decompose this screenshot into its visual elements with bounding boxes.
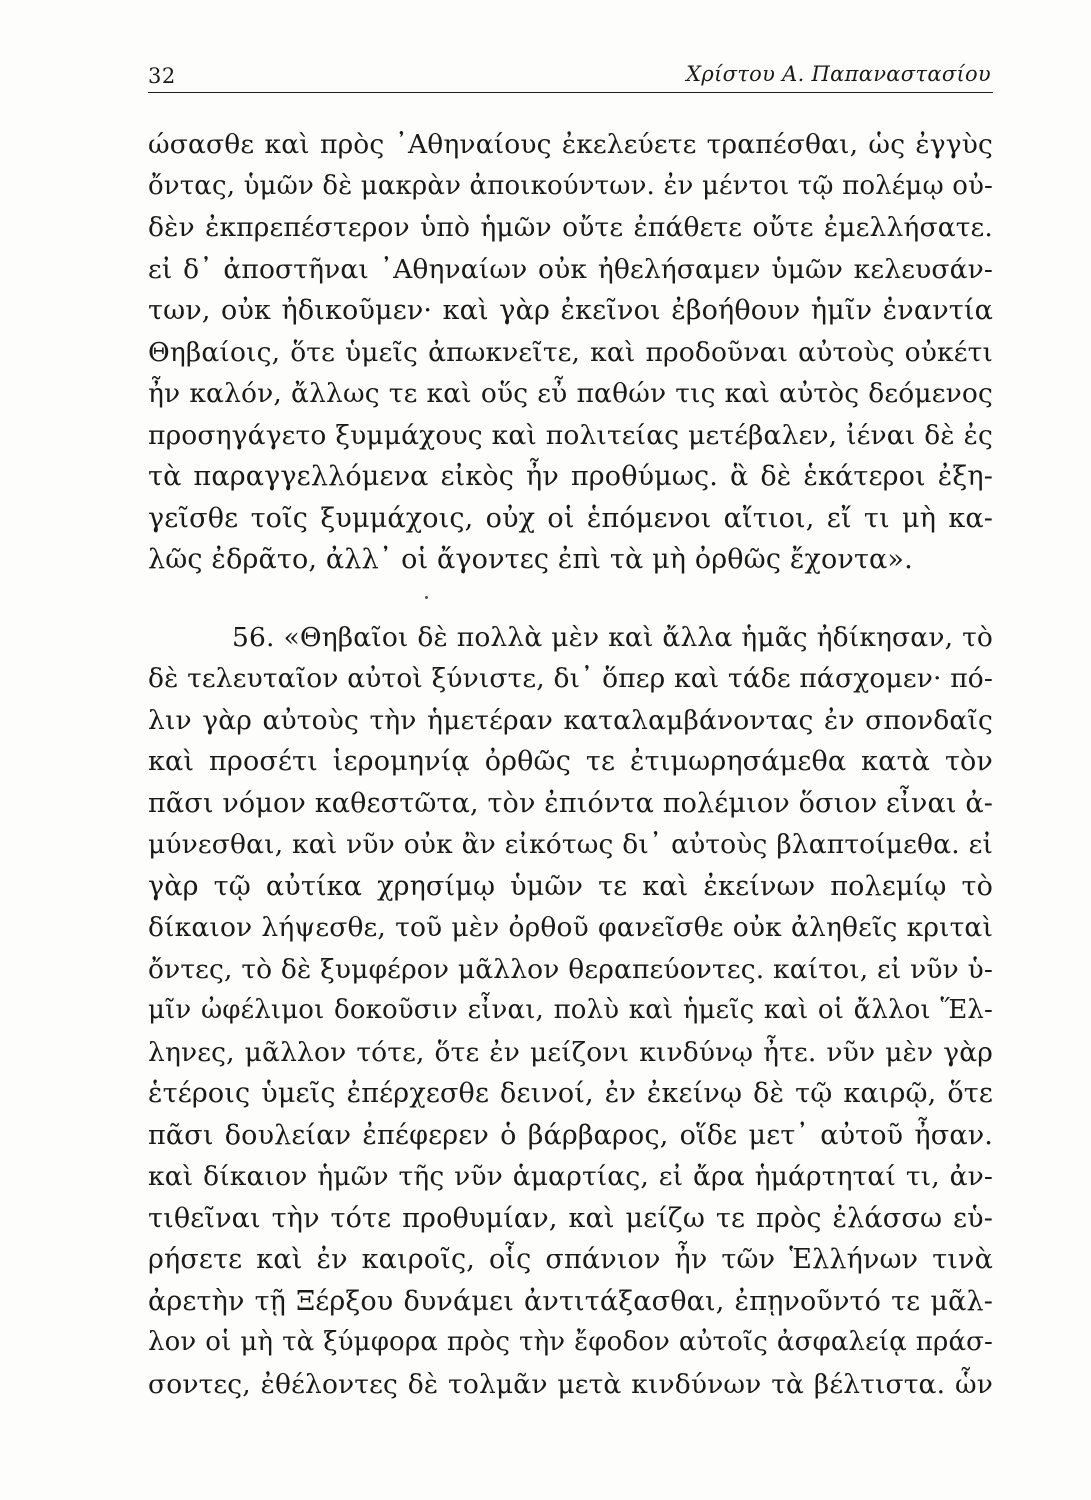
text-line: ὄντας, ὑμῶν δὲ μακρὰν ἀποικούντων. ἐν μέντοι τῷ πολέμῳ οὐ- [148,170,993,201]
text-line: ὄντες, τὸ δὲ ξυμφέρον μᾶλλον θεραπεύοντες. καίτοι, εἰ νῦν ὑ- [148,953,993,985]
text-line: ληνες, μᾶλλον τότε, ὅτε ἐν μείζονι κινδύνῳ ἦτε. νῦν μὲν γὰρ [148,1036,993,1068]
text-line: ἦν καλόν, ἄλλως τε καὶ οὕς εὖ παθών τις καὶ αὐτὸς δεόμενος [148,378,993,409]
text-line: των, οὐκ ἠδικοῦμεν· καὶ γὰρ ἐκεῖνοι ἐβοήθουν ἡμῖν ἐναντία [148,295,993,326]
text-line: τιθεῖναι τὴν τότε προθυμίαν, καὶ μείζω τε πρὸς ἐλάσσω εὑ- [148,1202,993,1234]
text-line: ἀρετὴν τῇ Ξέρξου δυνάμει ἀντιτάξασθαι, ἐπῃνοῦντό τε μᾶλ- [148,1285,993,1317]
text-line: ἑτέροις ὑμεῖς ἐπέρχεσθε δεινοί, ἐν ἐκείνῳ δὲ τῷ καιρῷ, ὅτε [148,1078,993,1109]
text-line: γεῖσθε τοῖς ξυμμάχοις, οὐχ οἱ ἑπόμενοι αἴτιοι, εἴ τι μὴ κα- [148,502,993,534]
text-line: γὰρ τῷ αὐτίκα χρησίμῳ ὑμῶν τε καὶ ἐκείνων πολεμίῳ τὸ [148,870,993,902]
text-line: λιν γὰρ αὐτοὺς τὴν ἡμετέραν καταλαμβάνοντας ἐν σπονδαῖς [148,704,993,736]
paragraph-gap [148,581,993,617]
text-line: λον οἱ μὴ τὰ ξύμφορα πρὸς τὴν ἔφοδον αὐτοῖς ἀσφαλείᾳ πράσ- [148,1327,993,1357]
text-line: πᾶσι δουλείαν ἐπέφερεν ὁ βάρβαρος, οἵδε μετ᾿ αὐτοῦ ἦσαν. [148,1119,993,1151]
text-line: μύνεσθαι, καὶ νῦν οὐκ ἂν εἰκότως δι᾿ αὐτοὺς βλαπτοίμεθα. εἰ [148,829,993,860]
text-line: προσηγάγετο ξυμμάχους καὶ πολιτείας μετέβαλεν, ἰέναι δὲ ἐς [148,419,993,451]
text-line: σοντες, ἐθέλοντες δὲ τολμᾶν μετὰ κινδύνων τὰ βέλτιστα. ὧν [148,1368,993,1400]
text-line: ρήσετε καὶ ἐν καιροῖς, οἷς σπάνιον ἦν τῶν Ἑλλήνων τινὰ [148,1244,993,1275]
text-line: 56. «Θηβαῖοι δὲ πολλὰ μὲν καὶ ἄλλα ἡμᾶς ἠδίκησαν, τὸ [232,621,993,653]
running-head: Χρίστου Α. Παπαναστασίου [686,62,991,86]
page-header [148,56,993,93]
text-line: ώσασθε καὶ πρὸς ᾿Αθηναίους ἐκελεύετε τραπέσθαι, ὡς ἐγγὺς [148,129,993,160]
text-line: δὲν ἐκπρεπέστερον ὑπὸ ἡμῶν οὔτε ἐπάθετε οὔτε ἐμελλήσατε. [148,212,993,243]
text-line: δὲ τελευταῖον αὐτοὶ ξύνιστε, δι᾿ ὅπερ καὶ τάδε πάσχομεν· πό- [148,663,993,694]
stray-dot-mark [425,596,428,599]
text-line: μῖν ὠφέλιμοι δοκοῦσιν εἶναι, πολὺ καὶ ἡμεῖς καὶ οἱ ἄλλοι Ἕλ- [148,995,993,1025]
text-line: τὰ παραγγελλόμενα εἰκὸς ἦν προθύμως. ἃ δὲ ἑκάτεροι ἐξη- [148,461,993,492]
text-line: λῶς ἐδρᾶτο, ἀλλ᾿ οἱ ἄγοντες ἐπὶ τὰ μὴ ὀρθῶς ἔχοντα». [148,544,913,575]
text-line: εἰ δ᾿ ἀποστῆναι ᾿Αθηναίων οὐκ ἠθελήσαμεν ὑμῶν κελευσάν- [148,253,993,285]
body-text [148,124,993,1405]
text-line: δίκαιον λήψεσθε, τοῦ μὲν ὀρθοῦ φανεῖσθε οὐκ ἀληθεῖς κριταὶ [148,912,993,943]
page-number: 32 [148,64,176,88]
paragraph-2 [148,617,993,1406]
text-line: καὶ δίκαιον ἡμῶν τῆς νῦν ἁμαρτίας, εἰ ἄρα ἡμάρτηταί τι, ἀν- [148,1161,993,1192]
text-line: πᾶσι νόμον καθεστῶτα, τὸν ἐπιόντα πολέμιον ὅσιον εἶναι ἀ- [148,787,993,819]
text-line: Θηβαίοις, ὅτε ὑμεῖς ἀπωκνεῖτε, καὶ προδοῦναι αὐτοὺς οὐκέτι [148,336,993,368]
text-line: καὶ προσέτι ἱερομηνίᾳ ὀρθῶς τε ἐτιμωρησάμεθα κατὰ τὸν [148,746,993,777]
paragraph-1 [148,124,993,581]
